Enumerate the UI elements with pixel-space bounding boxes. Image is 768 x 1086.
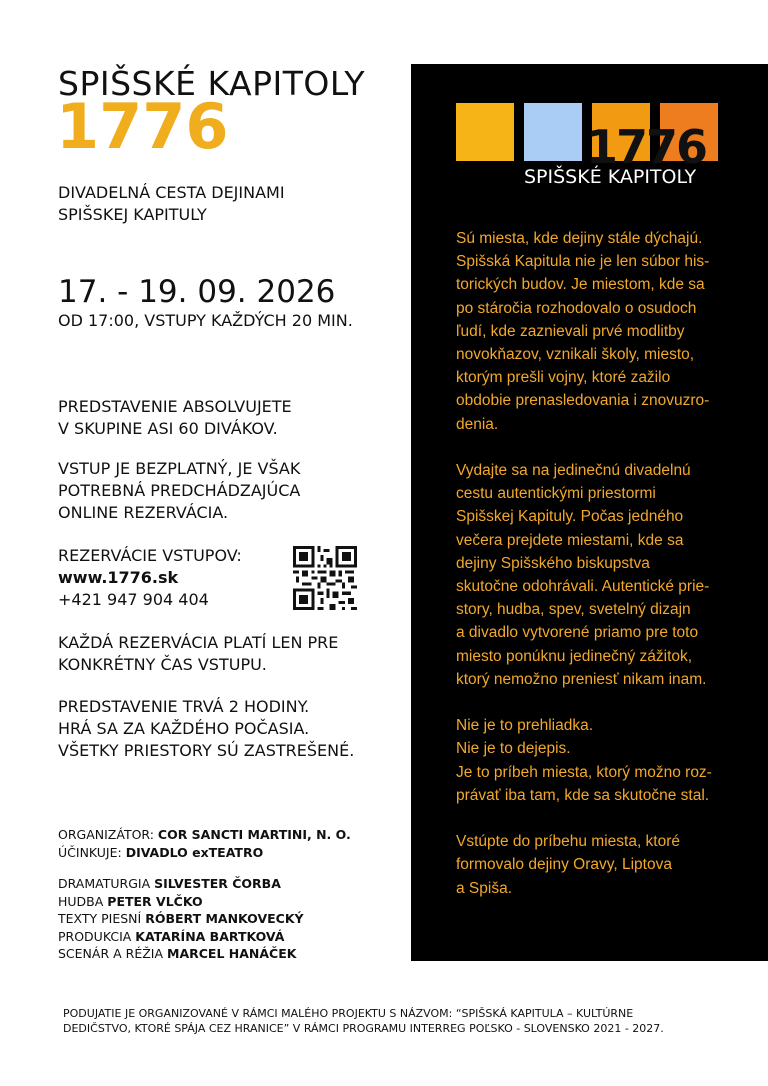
story-line: a divadlo vytvorené priamo pre toto [456, 624, 699, 642]
story-line: večera prejdete miestami, kde sa [456, 531, 684, 549]
info-line: KONKRÉTNY ČAS VSTUPU. [58, 655, 267, 674]
story-line: a Spiša. [456, 879, 513, 897]
credit-role: ÚČINKUJE: [58, 844, 126, 860]
footer-line: DEDIČSTVO, KTORÉ SPÁJA CEZ HRANICE” V RÁMCI PROGRAMU INTERREG POĽSKO - SLOVENSKO 2021 - 2027. [63, 1022, 664, 1035]
website-link[interactable]: www.1776.sk [58, 568, 179, 587]
story-line: ktorý nemožno preniesť nikam inam. [456, 670, 707, 688]
info-line: HRÁ SA ZA KAŽDÉHO POČASIA. [58, 719, 310, 738]
info-line: PREDSTAVENIE ABSOLVUJETE [58, 397, 292, 416]
event-time: OD 17:00, VSTUPY KAŽDÝCH 20 MIN. [58, 311, 353, 330]
story-line: Sú miesta, kde dejiny stále dýchajú. [456, 230, 703, 247]
credits [58, 826, 351, 963]
story-paragraph [456, 830, 736, 900]
story-line: Nie je to prehliadka. [456, 717, 593, 735]
credit-name: MARCEL HANÁČEK [167, 946, 297, 961]
subtitle-line: SPIŠSKEJ KAPITULY [58, 205, 207, 224]
story-paragraph [456, 459, 736, 691]
credit-line [58, 928, 351, 946]
info-line: V SKUPINE ASI 60 DIVÁKOV. [58, 419, 278, 438]
info-line: VSTUP JE BEZPLATNÝ, JE VŠAK [58, 459, 301, 478]
story-line: Spišská Kapitula nie je len súbor his- [456, 253, 710, 271]
duration-info [58, 696, 354, 762]
story-line: novokňazov, vznikali školy, miesto, [456, 346, 695, 364]
event-logo [456, 103, 718, 189]
story-line: Je to príbeh miesta, ktorý možno roz- [456, 763, 712, 781]
story-line: Vstúpte do príbehu miesta, ktoré [456, 833, 681, 851]
phone-number: +421 947 904 404 [58, 590, 209, 609]
story-line: Vydajte sa na jedinečnú divadelnú [456, 462, 691, 480]
info-line: PREDSTAVENIE TRVÁ 2 HODINY. [58, 697, 310, 716]
story-line: dejiny Spišského biskupstva [456, 554, 650, 572]
story-paragraph [456, 714, 736, 807]
story-text [456, 227, 736, 923]
story-line: po stáročia rozhodovalo o osudoch [456, 299, 697, 317]
story-line: ľudí, kde zaznievali prvé modlitby [456, 322, 685, 340]
credit-name: SILVESTER ČORBA [154, 876, 281, 891]
info-line: VŠETKY PRIESTORY SÚ ZASTREŠENÉ. [58, 741, 355, 760]
credit-role: SCENÁR A RÉŽIA [58, 946, 168, 961]
credit-name: KATARÍNA BARTKOVÁ [135, 928, 285, 944]
info-line: POTREBNÁ PREDCHÁDZAJÚCA [58, 481, 301, 500]
credit-line [58, 910, 351, 928]
story-line: ktorým prešli vojny, ktoré zažilo [456, 369, 671, 387]
group-size-info [58, 396, 292, 440]
credit-role: HUDBA [58, 893, 108, 909]
funding-note [63, 1006, 664, 1036]
credit-role: DRAMATURGIA [58, 876, 155, 891]
credit-name: PETER VLČKO [107, 893, 203, 909]
story-line: denia. [456, 415, 499, 433]
story-line: cestu autentickými priestormi [456, 485, 656, 503]
footer-line: PODUJATIE JE ORGANIZOVANÉ V RÁMCI MALÉHO PROJEKTU S NÁZVOM: “SPIŠSKÁ KAPITULA – KULTÚRNE [63, 1007, 634, 1020]
reservation-info [58, 545, 242, 611]
entry-info [58, 458, 300, 524]
credit-role: ORGANIZÁTOR: [58, 827, 158, 842]
credit-name: RÓBERT MANKOVECKÝ [145, 911, 304, 926]
credit-role: TEXTY PIESNÍ [58, 911, 146, 926]
credit-line [58, 875, 351, 893]
story-line: Nie je to dejepis. [456, 740, 571, 758]
logo-year: 1776 [586, 120, 707, 174]
event-date: 17. - 19. 09. 2026 [58, 274, 336, 310]
logo-square-yellow [456, 103, 514, 161]
poster-title: SPIŠSKÉ KAPITOLY [58, 64, 366, 103]
credit-name: DIVADLO exTEATRO [125, 844, 264, 860]
story-line: skutočne odohrávali. Autentické prie- [456, 578, 710, 596]
story-line: právať iba tam, kde sa skutočne stal. [456, 786, 710, 804]
qr-code[interactable] [293, 546, 357, 610]
story-paragraph [456, 227, 736, 436]
poster-year: 1776 [56, 90, 229, 163]
info-line: ONLINE REZERVÁCIA. [58, 503, 229, 522]
story-line: torických budov. Je miestom, kde sa [456, 276, 705, 294]
story-line: miesto ponúknu jedinečný zážitok, [456, 647, 693, 665]
info-line: KAŽDÁ REZERVÁCIA PLATÍ LEN PRE [58, 633, 339, 652]
logo-text: SPIŠSKÉ KAPITOLY [524, 166, 697, 188]
credit-line [58, 945, 351, 963]
logo-square-blue [524, 103, 582, 161]
credit-name: COR SANCTI MARTINI, N. O. [157, 827, 351, 842]
subtitle-line: DIVADELNÁ CESTA DEJINAMI [58, 183, 285, 202]
credit-role: PRODUKCIA [58, 928, 136, 944]
story-line: obdobie prenasledovania i znovuzro- [456, 392, 710, 410]
story-line: Spišskej Kapituly. Počas jedného [456, 508, 684, 526]
credit-line [58, 844, 351, 862]
poster-subtitle [58, 182, 285, 226]
reservation-label: REZERVÁCIE VSTUPOV: [58, 546, 242, 565]
story-line: formovalo dejiny Oravy, Liptova [456, 856, 672, 874]
story-line: story, hudba, spev, svetelný dizajn [456, 601, 691, 619]
credit-line [58, 893, 351, 911]
credit-line [58, 826, 351, 844]
validity-info [58, 632, 338, 676]
